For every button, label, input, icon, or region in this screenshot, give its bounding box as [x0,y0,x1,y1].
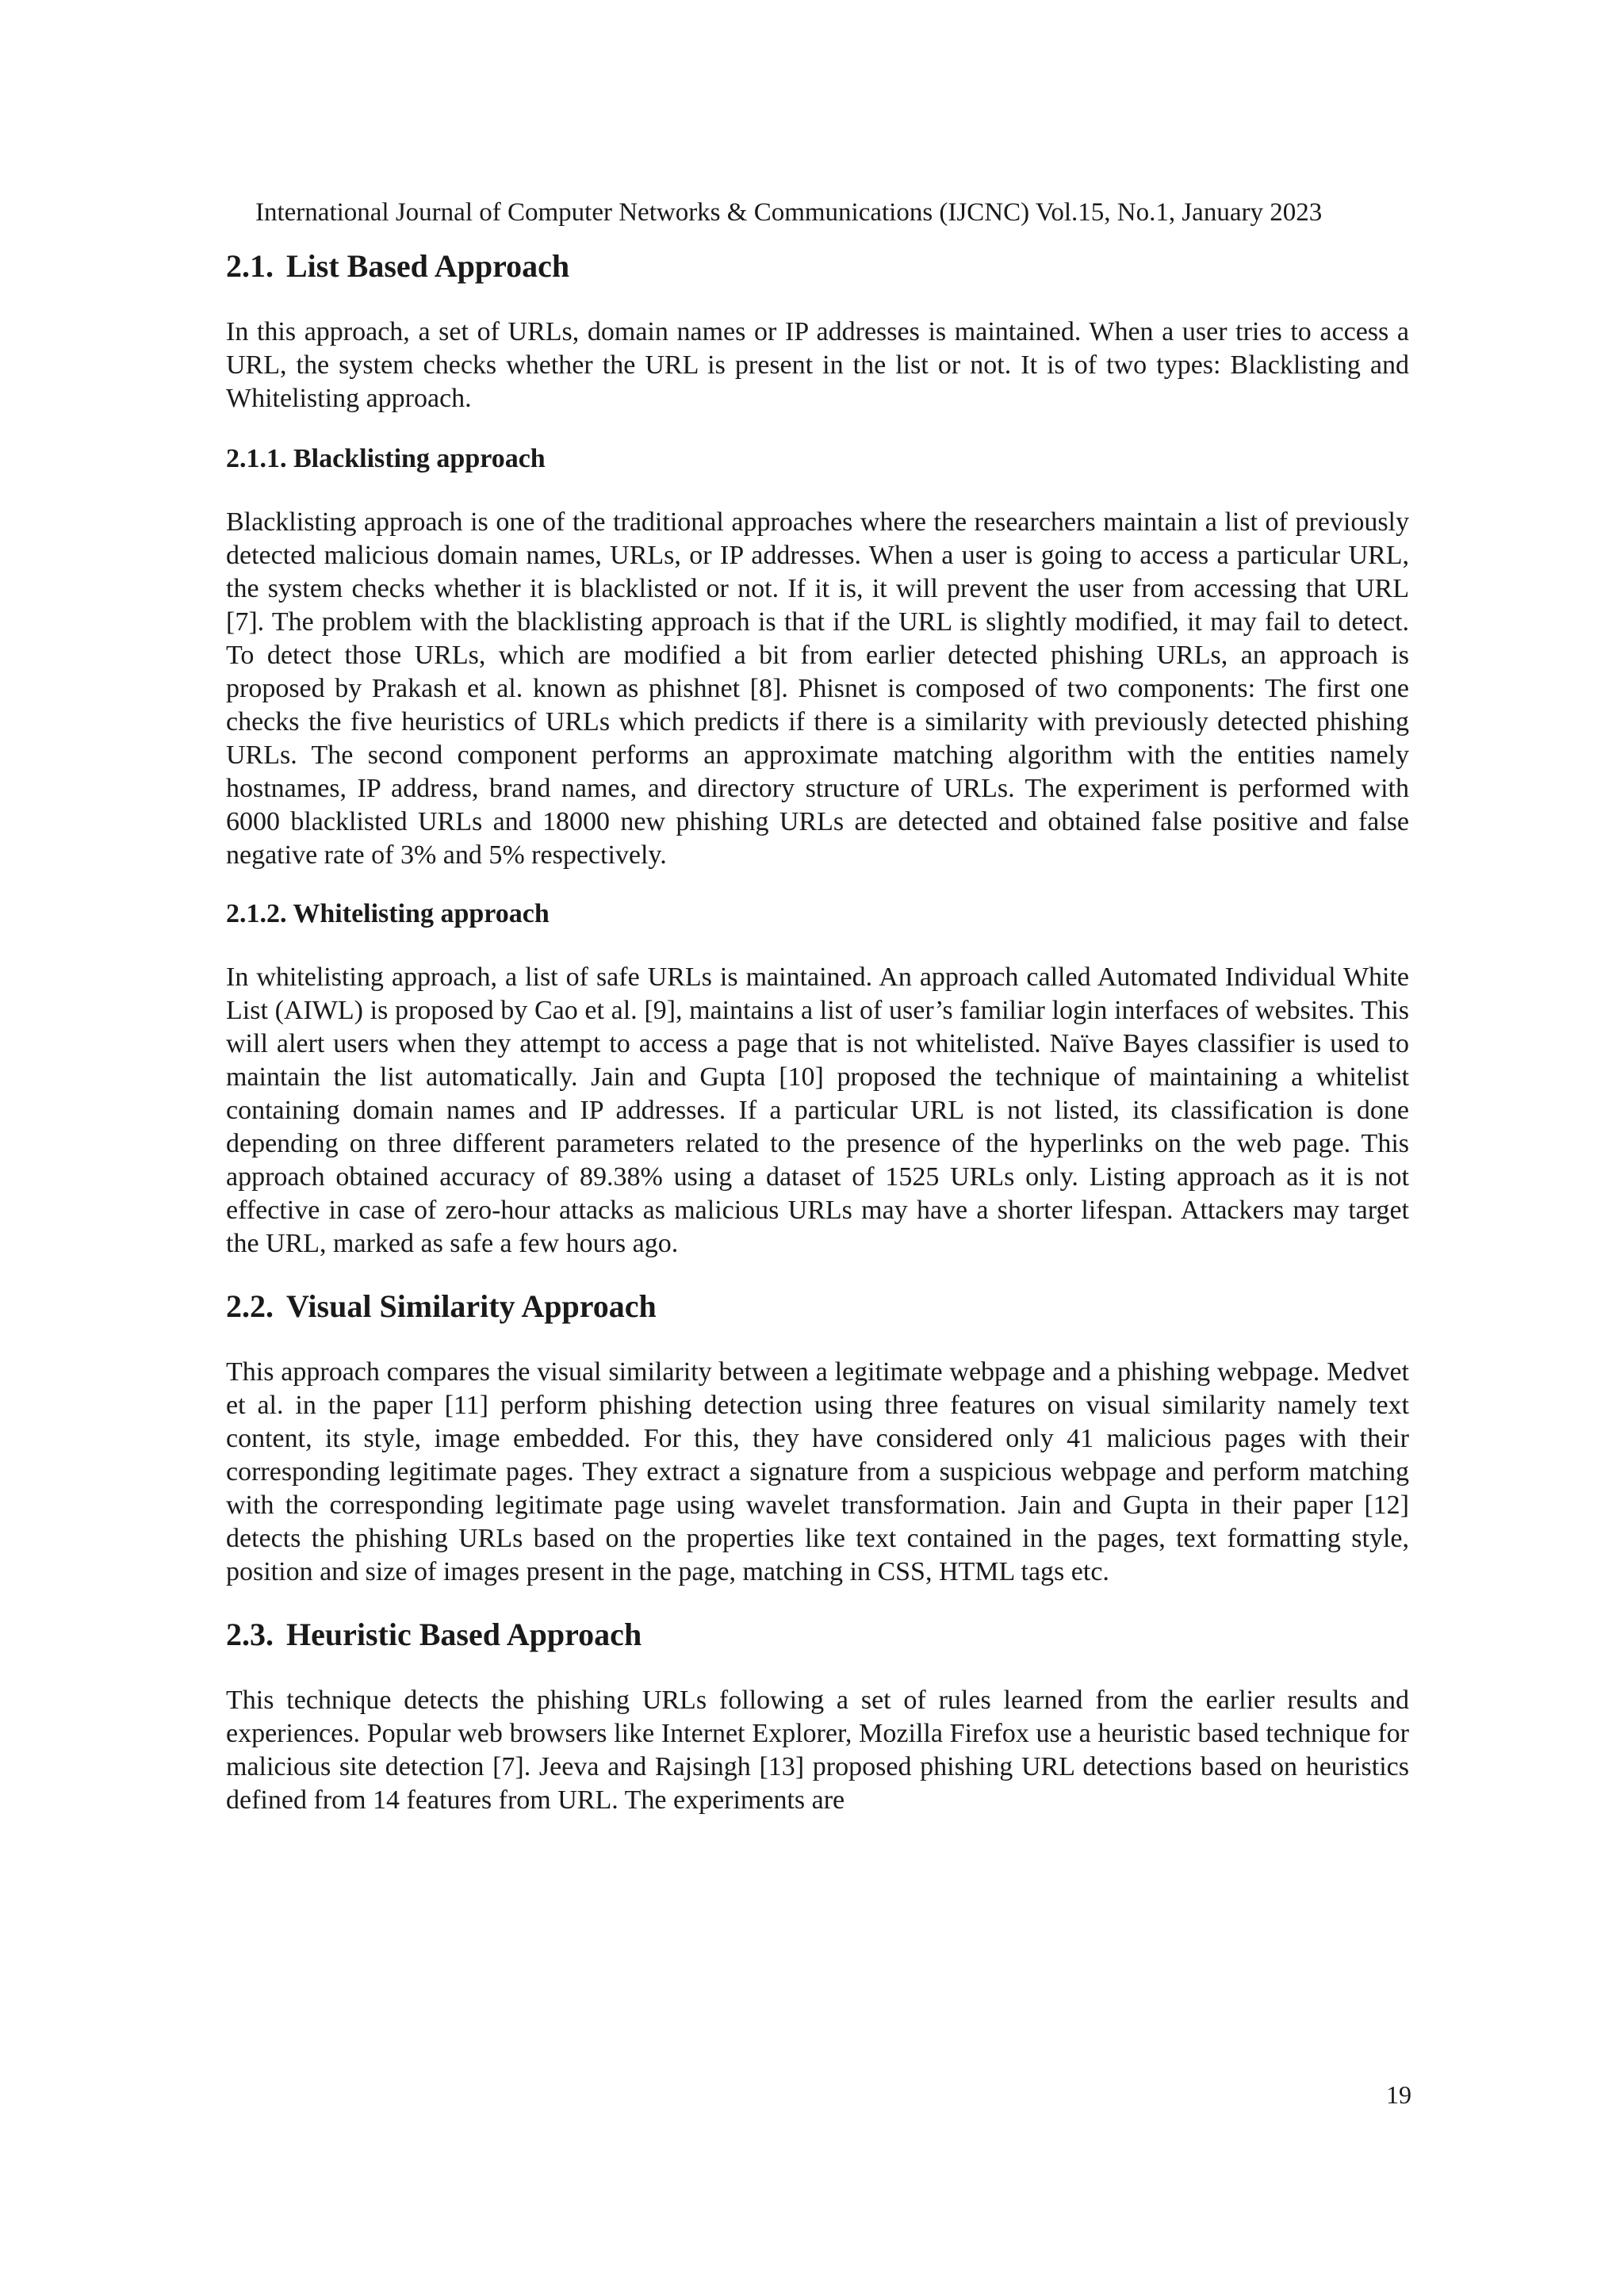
section-number: 2.3. [226,1617,274,1652]
running-header: International Journal of Computer Networks & Communications (IJCNC) Vol.15, No.1, January 2023 [255,198,1323,227]
section-heading-2-1 [226,244,1409,289]
section-number: 2.1. [226,248,274,284]
page-content [226,238,1409,1817]
section-title: List Based Approach [286,248,570,284]
paragraph-visual-similarity: This approach compares the visual similarity between a legitimate webpage and a phishing webpage. Medvet et al. in the paper [11] perform phishing detection using three features on visual similarity namely text content, its style, image embedded. For this, they have considered only 41 malicious pages with their corresponding legitimate pages. They extract a signature from a suspicious webpage and perform matching with the corresponding legitimate page using wavelet transformation. Jain and Gupta in their paper [12] detects the phishing URLs based on the properties like text contained in the pages, text formatting style, position and size of images present in the page, matching in CSS, HTML tags etc. [226,1357,1409,1586]
section-number: 2.2. [226,1288,274,1324]
page-number: 19 [1386,2080,1411,2109]
paragraph-list-based: In this approach, a set of URLs, domain names or IP addresses is maintained. When a user tries to access a URL, the system checks whether the URL is present in the list or not. It is of two types: Blacklisting and Whitelisting approach. [226,317,1409,413]
section-heading-2-2 [226,1284,1409,1329]
section-heading-2-3 [226,1613,1409,1657]
section-title: Heuristic Based Approach [286,1617,642,1652]
subsection-heading-blacklisting: 2.1.1. Blacklisting approach [226,444,546,473]
section-title: Visual Similarity Approach [286,1288,657,1324]
paragraph-whitelisting: In whitelisting approach, a list of safe URLs is maintained. An approach called Automated Individual White List (AIWL) is proposed by Cao et al. [9], maintains a list of user’s familiar login interfaces of websites. This will alert users when they attempt to access a page that is not whitelisted. Naïve Bayes classifier is used to maintain the list automatically. Jain and Gupta [10] proposed the technique of maintaining a whitelist containing domain names and IP addresses. If a particular URL is not listed, its classification is done depending on three different parameters related to the presence of the hyperlinks on the web page. This approach obtained accuracy of 89.38% using a dataset of 1525 URLs only. Listing approach as it is not effective in case of zero-hour attacks as malicious URLs may have a shorter lifespan. Attackers may target the URL, marked as safe a few hours ago. [226,962,1409,1258]
subsection-heading-whitelisting: 2.1.2. Whitelisting approach [226,899,550,928]
paragraph-heuristic: This technique detects the phishing URLs following a set of rules learned from the earlier results and experiences. Popular web browsers like Internet Explorer, Mozilla Firefox use a heuristic based technique for malicious site detection [7]. Jeeva and Rajsingh [13] proposed phishing URL detections based on heuristics defined from 14 features from URL. The experiments are [226,1686,1409,1815]
paragraph-blacklisting: Blacklisting approach is one of the traditional approaches where the researchers maintain a list of previously detected malicious domain names, URLs, or IP addresses. When a user is going to access a particular URL, the system checks whether it is blacklisted or not. If it is, it will prevent the user from accessing that URL [7]. The problem with the blacklisting approach is that if the URL is slightly modified, it may fail to detect. To detect those URLs, which are modified a bit from earlier detected phishing URLs, an approach is proposed by Prakash et al. known as phishnet [8]. Phisnet is composed of two components: The first one checks the five heuristics of URLs which predicts if there is a similarity with previously detected phishing URLs. The second component performs an approximate matching algorithm with the entities namely hostnames, IP address, brand names, and directory structure of URLs. The experiment is performed with 6000 blacklisted URLs and 18000 new phishing URLs are detected and obtained false positive and false negative rate of 3% and 5% respectively. [226,507,1409,870]
